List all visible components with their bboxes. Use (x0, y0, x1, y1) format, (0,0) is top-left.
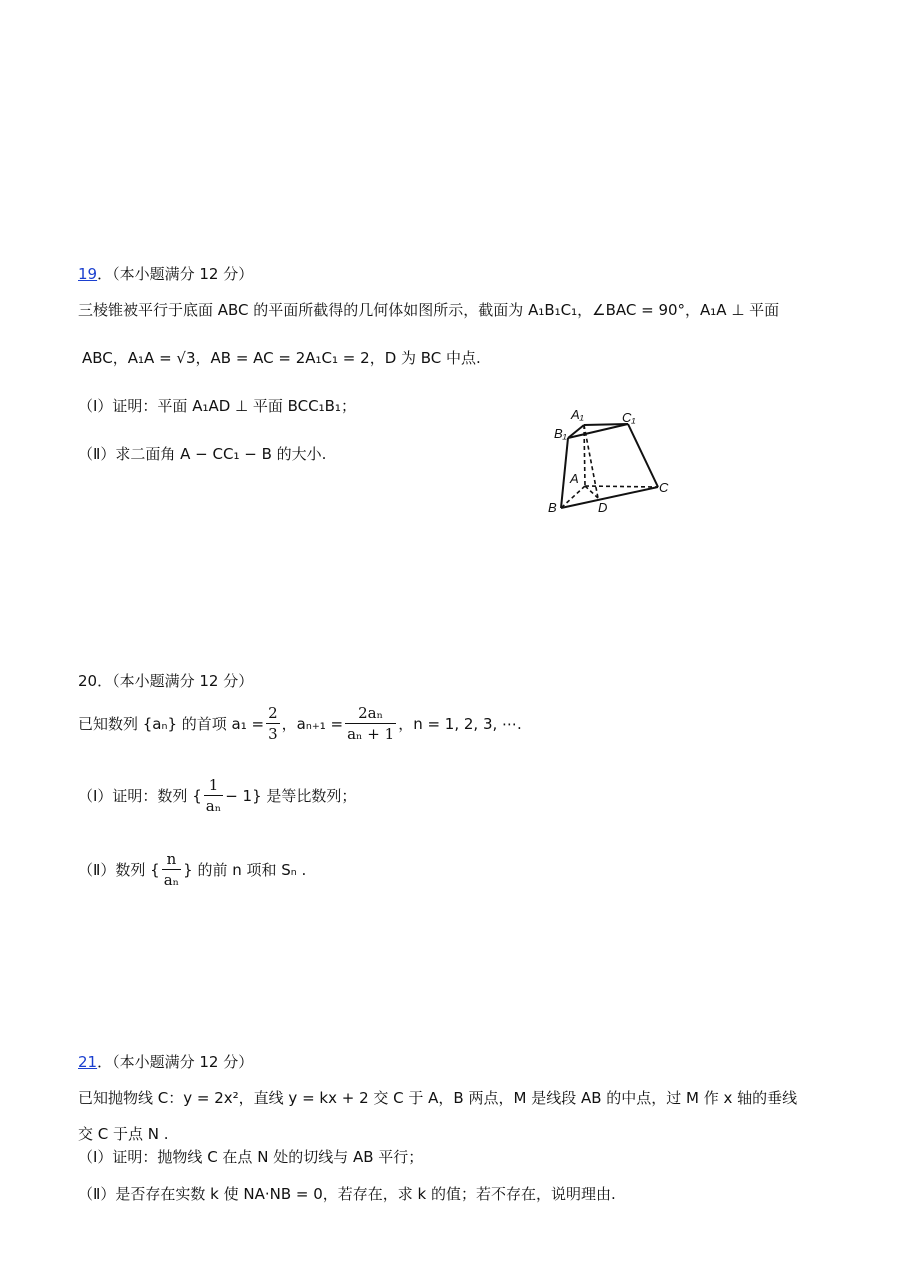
q20-part1-suffix: − 1} 是等比数列； (225, 787, 357, 805)
q20-part2-denominator: aₙ (163, 871, 180, 889)
q20-header: 20．（本小题满分 12 分） (78, 672, 254, 690)
frustum-figure (540, 400, 680, 520)
label-C: C (659, 480, 669, 495)
q19-header (78, 263, 253, 284)
q20-part1 (78, 775, 356, 816)
q21-part2: （Ⅱ）是否存在实数 k 使 NA·NB = 0，若存在，求 k 的值；若不存在，说明理由. (78, 1185, 616, 1203)
q20-rec-numerator: 2aₙ (345, 703, 396, 724)
label-A1: A₁ (571, 407, 584, 422)
q21-part1: （Ⅰ）证明：抛物线 C 在点 N 处的切线与 AB 平行； (78, 1148, 424, 1166)
q20-part2 (78, 849, 306, 890)
q20-part1-fraction (204, 775, 223, 816)
q19-line1: 三棱锥被平行于底面 ABC 的平面所截得的几何体如图所示，截面为 A₁B₁C₁，∠BAC = 90°，A₁A ⊥ 平面 (78, 301, 780, 319)
q20-a1-numerator: 2 (268, 704, 278, 722)
q20-part1-numerator: 1 (204, 775, 223, 796)
q20-part2-prefix: （Ⅱ）数列 { (78, 861, 160, 879)
q20-part1-denominator: aₙ (205, 797, 222, 815)
q19-number-link[interactable]: 19 (78, 265, 98, 283)
q20-recurrence-lhs: ，aₙ₊₁ = (281, 715, 344, 733)
q20-a1-fraction (266, 703, 280, 744)
q19-header-text: ．（本小题满分 12 分） (97, 265, 254, 283)
q21-line2: 交 C 于点 N . (78, 1125, 169, 1143)
q21-header (78, 1051, 253, 1072)
q20-part2-fraction (162, 849, 181, 890)
q20-recurrence-fraction (345, 703, 396, 744)
q20-part2-numerator: n (162, 849, 181, 870)
label-B: B (548, 500, 557, 515)
q20-line1 (78, 703, 522, 744)
label-C1: C₁ (622, 410, 636, 425)
label-D: D (598, 500, 608, 515)
q19-part2: （Ⅱ）求二面角 A − CC₁ − B 的大小. (78, 445, 327, 463)
q19-part1: （Ⅰ）证明：平面 A₁AD ⊥ 平面 BCC₁B₁； (78, 397, 356, 415)
q21-line1: 已知抛物线 C：y = 2x²，直线 y = kx + 2 交 C 于 A，B 两点，M 是线段 AB 的中点，过 M 作 x 轴的垂线 (78, 1089, 798, 1107)
q20-a1-denominator: 3 (268, 725, 278, 743)
q20-part2-suffix: } 的前 n 项和 Sₙ . (183, 861, 307, 879)
q20-line1-prefix: 已知数列 {aₙ} 的首项 a₁ = (78, 715, 265, 733)
q20-line1-suffix: ，n = 1, 2, 3, ⋯. (398, 715, 522, 733)
q20-part1-prefix: （Ⅰ）证明：数列 { (78, 787, 202, 805)
q21-number-link[interactable]: 21 (78, 1053, 98, 1071)
q21-header-text: ．（本小题满分 12 分） (97, 1053, 254, 1071)
label-A: A (570, 471, 579, 486)
q20-rec-denominator: aₙ + 1 (347, 725, 395, 743)
label-B1: B₁ (554, 426, 567, 441)
q19-line2: ABC，A₁A = √3，AB = AC = 2A₁C₁ = 2，D 为 BC 中点. (82, 349, 481, 367)
